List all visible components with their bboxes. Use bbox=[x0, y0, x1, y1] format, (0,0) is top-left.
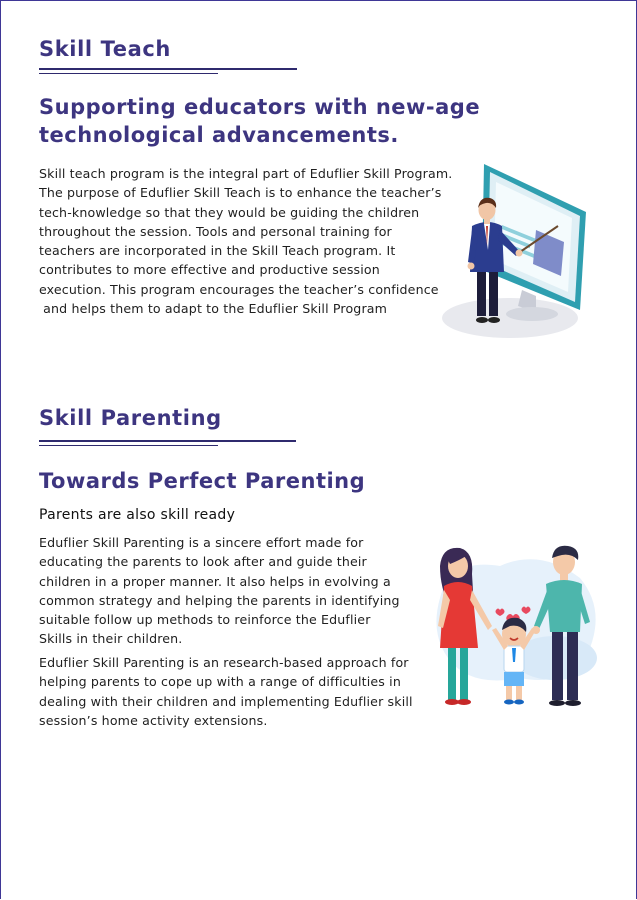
skill-teach-paragraph bbox=[39, 164, 452, 318]
skill-parenting-paragraph-2 bbox=[39, 653, 413, 730]
paragraph-line: dealing with their children and implementing Eduflier skill bbox=[39, 693, 413, 709]
skill-teach-title: Skill Teach bbox=[39, 37, 171, 61]
paragraph-line: teachers are incorporated in the Skill Teach program. It bbox=[39, 243, 396, 259]
teacher-illustration bbox=[440, 160, 590, 345]
paragraph-line: tech-knowledge so that they would be guiding the children bbox=[39, 204, 420, 220]
paragraph-line: contributes to more effective and productive session bbox=[39, 262, 380, 278]
skill-teach-headline bbox=[39, 93, 480, 149]
paragraph-line: The purpose of Eduflier Skill Teach is to enhance the teacher’s bbox=[39, 185, 442, 201]
paragraph-line: Skill teach program is the integral part of Eduflier Skill Program. bbox=[39, 166, 453, 181]
headline-line-2: technological advancements. bbox=[39, 123, 399, 147]
skill-teach-rule-short bbox=[39, 73, 218, 74]
skill-teach-rule-long bbox=[39, 68, 297, 70]
skill-parenting-rule-long bbox=[39, 440, 296, 442]
floor-shadow bbox=[442, 298, 578, 338]
family-illustration bbox=[430, 538, 605, 713]
paragraph-line: Eduflier Skill Parenting is an research-based approach for bbox=[39, 655, 409, 670]
paragraph-line: common strategy and helping the parents in identifying bbox=[39, 592, 400, 608]
paragraph-line: and helps them to adapt to the Eduflier Skill Program bbox=[39, 301, 388, 317]
skill-parenting-paragraph-1 bbox=[39, 533, 400, 649]
paragraph-line: throughout the session. Tools and personal training for bbox=[39, 223, 392, 239]
paragraph-line: Eduflier Skill Parenting is a sincere effort made for bbox=[39, 535, 364, 550]
paragraph-line: suitable follow up methods to reinforce the Eduflier bbox=[39, 612, 371, 628]
skill-parenting-subheading: Parents are also skill ready bbox=[39, 507, 236, 523]
paragraph-line: educating the parents to look after and guide their bbox=[39, 554, 367, 570]
paragraph-line: execution. This program encourages the teacher’s confidence bbox=[39, 281, 439, 297]
skill-parenting-rule-short bbox=[39, 445, 218, 446]
paragraph-line: session’s home activity extensions. bbox=[39, 712, 268, 728]
paragraph-line: Skills in their children. bbox=[39, 631, 183, 647]
paragraph-line: helping parents to cope up with a range of difficulties in bbox=[39, 674, 401, 690]
headline-line-1: Supporting educators with new-age bbox=[39, 95, 481, 119]
skill-parenting-headline: Towards Perfect Parenting bbox=[39, 469, 366, 493]
paragraph-line: children in a proper manner. It also helps in evolving a bbox=[39, 573, 391, 589]
skill-parenting-title: Skill Parenting bbox=[39, 406, 222, 430]
